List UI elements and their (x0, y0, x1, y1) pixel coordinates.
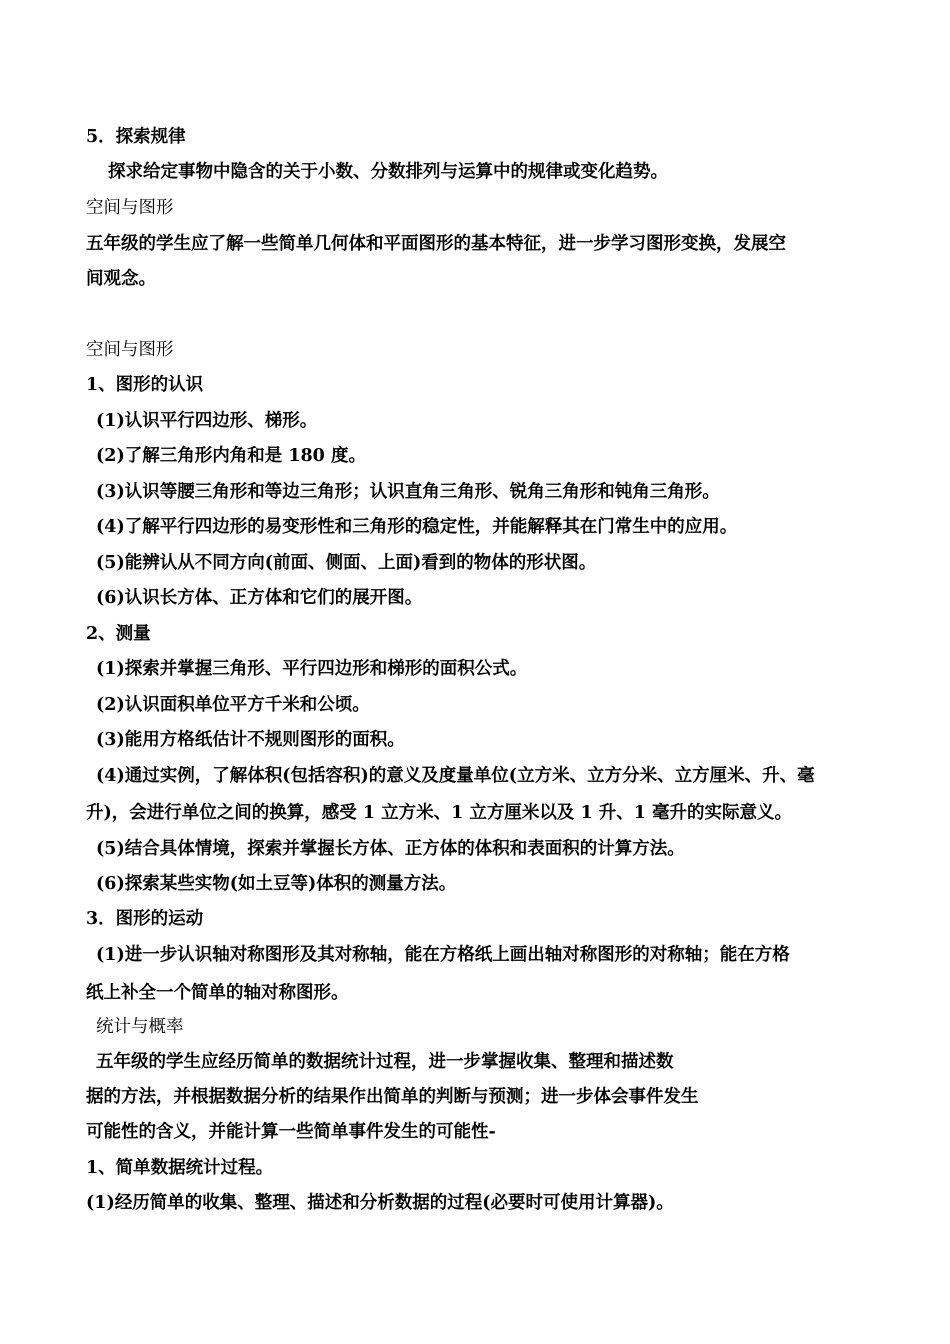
list-item-continuation: 纸上补全一个简单的轴对称图形。 (86, 983, 349, 1003)
list-item: (2)认识面积单位平方千米和公顷。 (96, 695, 370, 715)
paragraph: 探求给定事物中隐含的关于小数、分数排列与运算中的规律或变化趋势。 (108, 162, 668, 182)
paragraph: 间观念。 (86, 269, 156, 289)
section-heading: 空间与图形 (86, 198, 174, 218)
list-item: (3)认识等腰三角形和等边三角形；认识直角三角形、锐角三角形和钝角三角形。 (96, 482, 720, 502)
paragraph: 五年级的学生应经历简单的数据统计过程，进一步掌握收集、整理和描述数 (96, 1052, 674, 1072)
list-item: (1)进一步认识轴对称图形及其对称轴，能在方格纸上画出轴对称图形的对称轴；能在方格 (96, 945, 790, 965)
list-item: (1)探索并掌握三角形、平行四边形和梯形的面积公式。 (96, 659, 528, 679)
paragraph: 可能性的含义，并能计算一些简单事件发生的可能性- (86, 1122, 496, 1142)
list-item: (3)能用方格纸估计不规则图形的面积。 (96, 730, 405, 750)
paragraph: 据的方法，并根据数据分析的结果作出简单的判断与预测；进一步体会事件发生 (86, 1087, 699, 1107)
list-item: (5)结合具体情境，探索并掌握长方体、正方体的体积和表面积的计算方法。 (96, 839, 685, 859)
list-item: (2)了解三角形内角和是 180 度。 (96, 446, 366, 466)
list-item: (1)认识平行四边形、梯形。 (96, 411, 318, 431)
list-item: (4)了解平行四边形的易变形性和三角形的稳定性，并能解释其在门常生中的应用。 (96, 517, 738, 537)
list-item: (6)探索某些实物(如土豆等)体积的测量方法。 (96, 874, 457, 894)
list-item: (4)通过实例，了解体积(包括容积)的意义及度量单位(立方米、立方分米、立方厘米、升、毫 (96, 766, 815, 786)
paragraph: 五年级的学生应了解一些简单几何体和平面图形的基本特征，进一步学习图形变换，发展空 (86, 234, 786, 254)
list-item: (5)能辨认从不同方向(前面、侧面、上面)看到的物体的形状图。 (96, 553, 597, 573)
subsection-heading: 3．图形的运动 (86, 909, 204, 929)
list-item: (1)经历简单的收集、整理、描述和分析数据的过程(必要时可使用计算器)。 (86, 1193, 674, 1213)
subsection-heading: 1、简单数据统计过程。 (86, 1158, 274, 1178)
section-heading: 空间与图形 (86, 340, 174, 360)
subsection-heading: 2、测量 (86, 624, 151, 644)
section-heading: 5．探索规律 (86, 127, 186, 147)
list-item: (6)认识长方体、正方体和它们的展开图。 (96, 588, 423, 608)
section-heading: 统计与概率 (96, 1017, 184, 1037)
subsection-heading: 1、图形的认识 (86, 375, 204, 395)
list-item-continuation: 升)，会进行单位之间的换算，感受 1 立方米、1 立方厘米以及 1 升、1 毫升的实际意义。 (86, 803, 793, 823)
